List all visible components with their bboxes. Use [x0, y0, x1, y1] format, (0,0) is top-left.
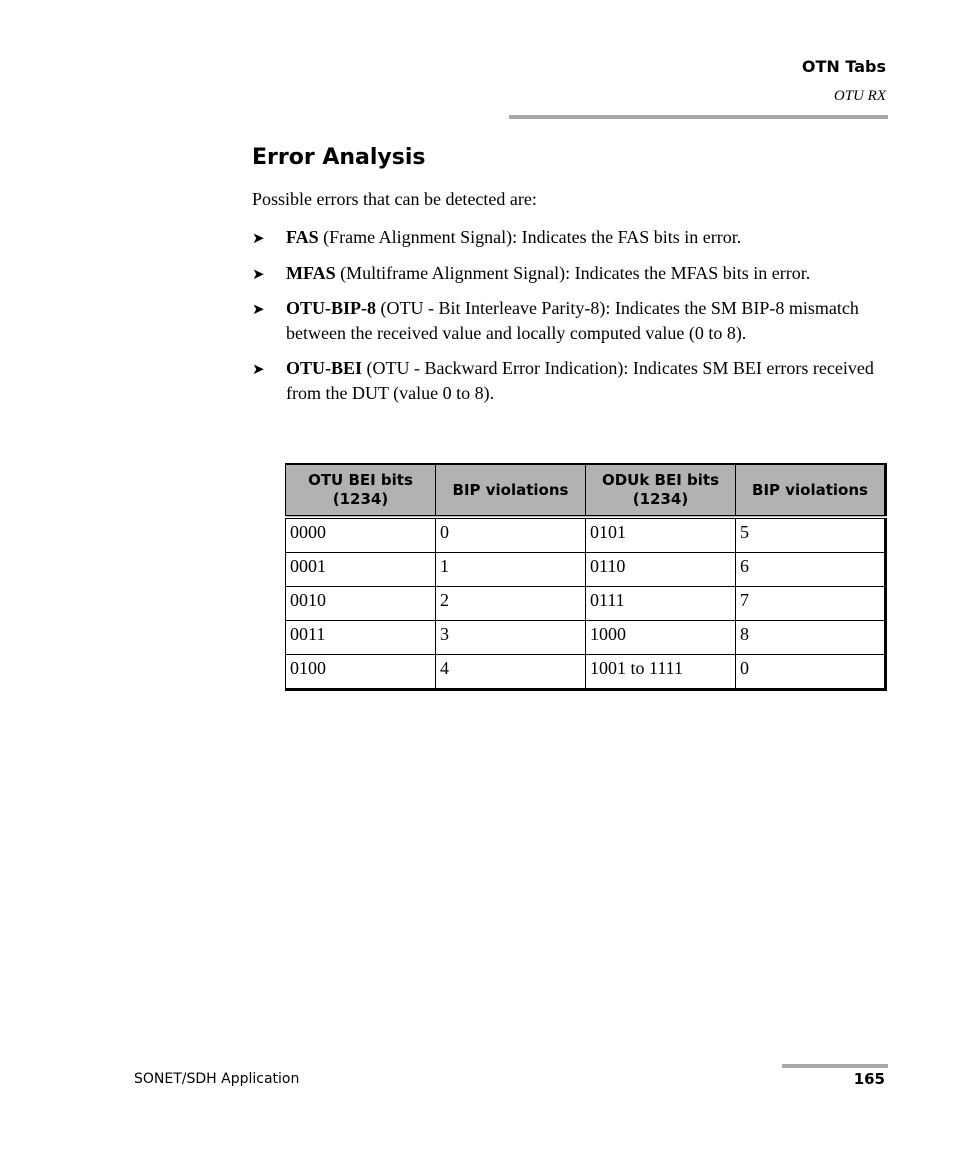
list-item: [252, 296, 882, 345]
running-header-title: OTN Tabs: [801, 57, 886, 76]
table-cell: 0111: [586, 587, 736, 621]
error-term: OTU-BIP-8: [286, 298, 376, 318]
list-item: [252, 225, 882, 250]
table-row: [286, 621, 886, 655]
page-number: 165: [853, 1070, 885, 1088]
bullet-arrow-icon: ➤: [252, 360, 265, 378]
error-description: (Frame Alignment Signal): Indicates the FAS bits in error.: [318, 227, 742, 247]
table-cell: 3: [436, 621, 586, 655]
table-cell: 0110: [586, 553, 736, 587]
error-description: (Multiframe Alignment Signal): Indicates the MFAS bits in error.: [335, 262, 811, 283]
column-header-otu-bei-bits: OTU BEI bits (1234): [286, 464, 436, 517]
table-cell: 0010: [286, 587, 436, 621]
running-header-subtitle: OTU RX: [833, 88, 886, 104]
table-row: [286, 587, 886, 621]
table-cell: 0001: [286, 553, 436, 587]
error-term: OTU-BEI: [286, 358, 363, 378]
bullet-arrow-icon: ➤: [252, 229, 265, 247]
table-row: [286, 655, 886, 690]
table-cell: 1001 to 1111: [586, 655, 736, 690]
footer-document-title: SONET/SDH Application: [134, 1071, 300, 1087]
table-cell: 4: [436, 655, 586, 690]
error-description: (OTU - Bit Interleave Parity-8): Indicates the SM BIP-8 mismatch between the received value and locally computed value (0 to 8).: [286, 298, 859, 343]
table-cell: 0011: [286, 621, 436, 655]
table-cell: 0: [736, 655, 886, 690]
error-term: FAS: [286, 227, 319, 247]
table-cell: 0101: [586, 517, 736, 553]
table-row: [286, 553, 886, 587]
table-cell: 1: [436, 553, 586, 587]
table-cell: 5: [736, 517, 886, 553]
table-cell: 7: [736, 587, 886, 621]
table-cell: 0100: [286, 655, 436, 690]
table-cell: 0: [436, 517, 586, 553]
bei-bip-table: [285, 463, 887, 691]
section-title: Error Analysis: [252, 145, 426, 170]
intro-paragraph: Possible errors that can be detected are:: [252, 189, 537, 209]
error-term: MFAS: [286, 262, 336, 283]
table-cell: 2: [436, 587, 586, 621]
table-header-row: [286, 464, 886, 517]
header-divider: [509, 115, 888, 119]
table-cell: 8: [736, 621, 886, 655]
column-header-oduk-bei-bits: ODUk BEI bits (1234): [586, 464, 736, 517]
table-cell: 1000: [586, 621, 736, 655]
column-header-bip-violations: BIP violations: [736, 464, 886, 517]
table-cell: 6: [736, 553, 886, 587]
error-list: [252, 225, 882, 416]
column-header-bip-violations: BIP violations: [436, 464, 586, 517]
bullet-arrow-icon: ➤: [252, 300, 265, 318]
bullet-arrow-icon: ➤: [252, 264, 265, 283]
error-description: (OTU - Backward Error Indication): Indicates SM BEI errors received from the DUT (value 0 to 8).: [286, 358, 874, 403]
list-item: [252, 356, 882, 405]
list-item: [252, 261, 882, 286]
table-cell: 0000: [286, 517, 436, 553]
table-row: [286, 517, 886, 553]
footer-divider: [782, 1064, 888, 1068]
